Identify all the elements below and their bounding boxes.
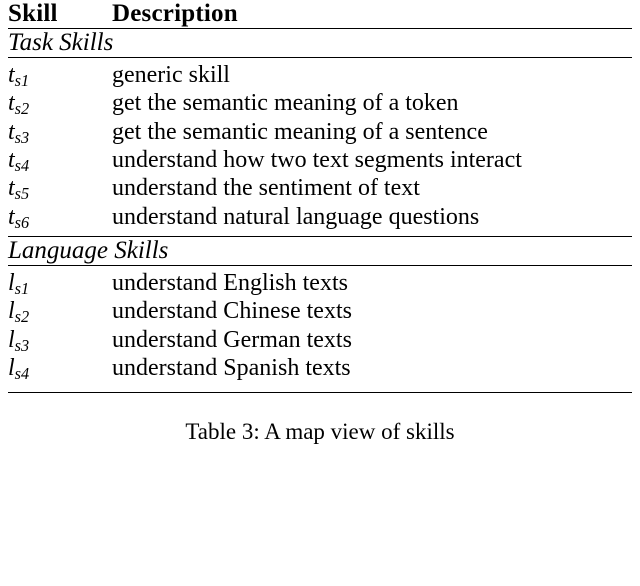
skill-id bbox=[8, 327, 112, 355]
skill-id bbox=[8, 119, 112, 147]
horizontal-rule bbox=[8, 392, 632, 393]
skill-base: l bbox=[8, 355, 15, 382]
column-header-description: Description bbox=[112, 0, 238, 27]
skill-subscript: s4 bbox=[14, 156, 30, 176]
skill-id bbox=[8, 175, 112, 203]
skill-base: t bbox=[8, 175, 15, 202]
skill-id bbox=[8, 147, 112, 175]
skill-base: l bbox=[8, 326, 15, 353]
skill-base: l bbox=[8, 270, 15, 297]
column-header-skill: Skill bbox=[8, 0, 58, 27]
skill-base: t bbox=[8, 203, 15, 230]
table-row bbox=[8, 270, 632, 298]
skill-base: t bbox=[8, 147, 15, 174]
table-caption: Table 3: A map view of skills bbox=[185, 419, 455, 445]
section-title: Language Skills bbox=[8, 237, 169, 265]
section-title: Task Skills bbox=[8, 29, 114, 56]
skill-description: understand how two text segments interact bbox=[112, 147, 522, 174]
skill-description: understand the sentiment of text bbox=[112, 175, 420, 202]
table-row bbox=[8, 355, 632, 383]
spacer bbox=[8, 383, 632, 392]
skill-subscript: s4 bbox=[14, 364, 30, 384]
skill-base: l bbox=[8, 298, 15, 325]
table-header-row bbox=[8, 0, 632, 28]
section-header-task-skills bbox=[8, 29, 632, 57]
table-row bbox=[8, 147, 632, 175]
skill-base: t bbox=[8, 62, 15, 88]
skill-table bbox=[8, 0, 632, 393]
skill-description: understand Spanish texts bbox=[112, 355, 351, 382]
table-row bbox=[8, 204, 632, 232]
skill-description: understand English texts bbox=[112, 270, 348, 297]
skill-subscript: s2 bbox=[14, 99, 30, 119]
skill-subscript: s1 bbox=[14, 279, 30, 299]
skill-base: t bbox=[8, 118, 15, 145]
skill-id bbox=[8, 270, 112, 298]
skill-description: generic skill bbox=[112, 62, 230, 88]
skill-id bbox=[8, 355, 112, 383]
skill-subscript: s3 bbox=[14, 335, 30, 355]
skill-description: understand natural language questions bbox=[112, 203, 480, 230]
skill-description: understand German texts bbox=[112, 326, 352, 353]
skill-id bbox=[8, 204, 112, 232]
skill-description: understand Chinese texts bbox=[112, 298, 352, 325]
section-header-language-skills bbox=[8, 237, 632, 265]
skill-subscript: s6 bbox=[14, 212, 30, 232]
skill-subscript: s2 bbox=[14, 307, 30, 327]
skill-description: get the semantic meaning of a sentence bbox=[112, 118, 488, 145]
skill-id bbox=[8, 298, 112, 326]
table-row bbox=[8, 90, 632, 118]
skill-subscript: s3 bbox=[14, 127, 30, 147]
table-row bbox=[8, 327, 632, 355]
bottom-rule bbox=[8, 392, 632, 393]
table-row bbox=[8, 298, 632, 326]
table-row bbox=[8, 175, 632, 203]
skill-subscript: s5 bbox=[14, 184, 30, 204]
table-row bbox=[8, 119, 632, 147]
skill-id bbox=[8, 90, 112, 118]
skill-description: get the semantic meaning of a token bbox=[112, 90, 459, 117]
table-row bbox=[8, 62, 632, 90]
skill-id bbox=[8, 62, 112, 90]
skill-subscript: s1 bbox=[14, 71, 30, 91]
skill-base: t bbox=[8, 90, 15, 117]
